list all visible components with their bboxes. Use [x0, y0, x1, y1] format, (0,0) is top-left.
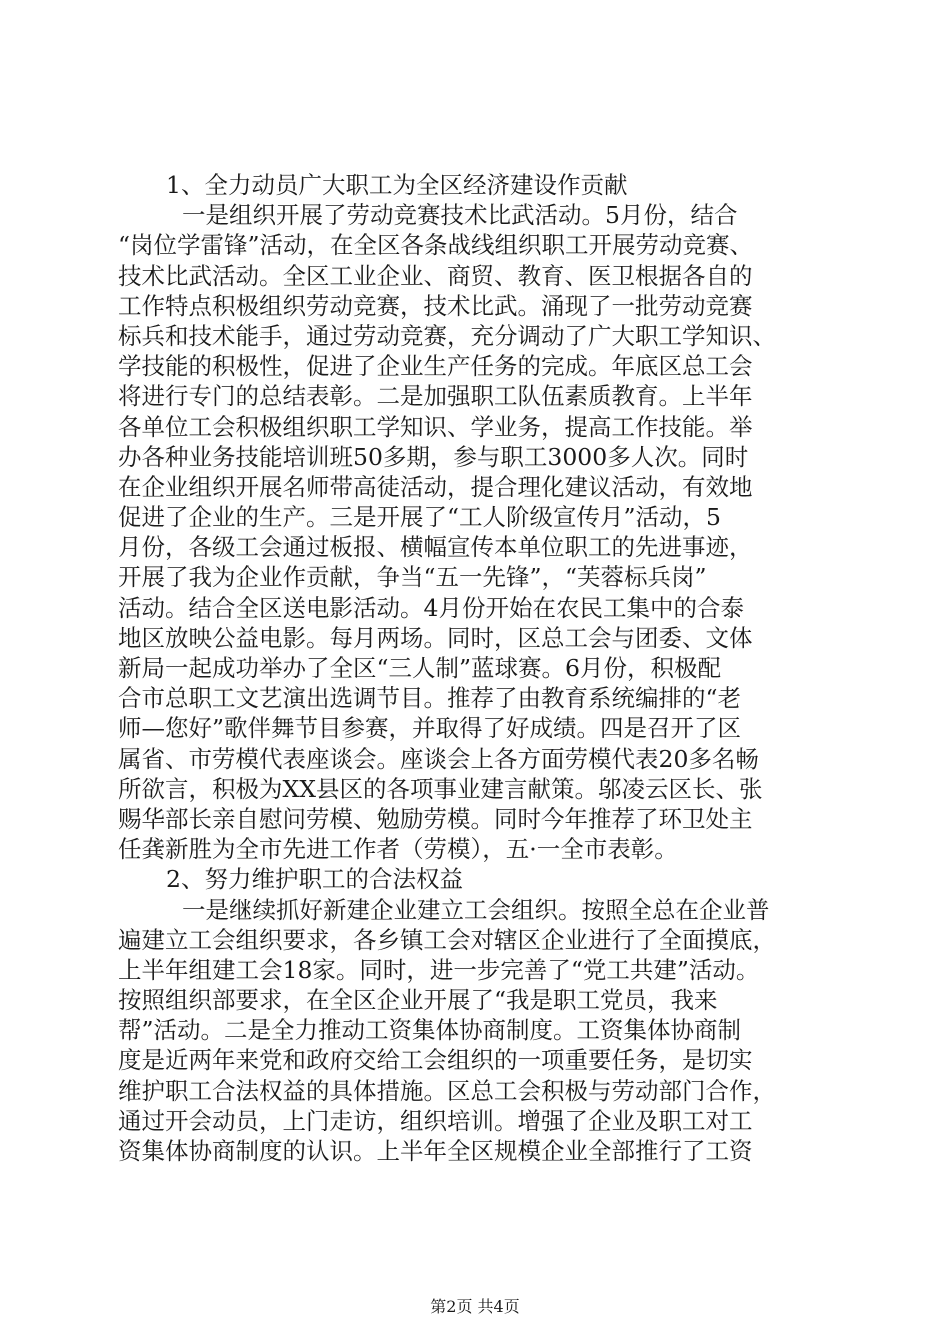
text-line: 将进行专门的总结表彰。二是加强职工队伍素质教育。上半年	[118, 382, 753, 411]
text-line: 各单位工会积极组织职工学知识、学业务，提高工作技能。举	[118, 412, 753, 441]
text-line: 遍建立工会组织要求，各乡镇工会对辖区企业进行了全面摸底，	[118, 925, 776, 954]
text-line: 按照组织部要求，在全区企业开展了“我是职工党员，我来	[118, 986, 718, 1015]
text-line: 所欲言，积极为XX县区的各项事业建言献策。邬凌云区长、张	[118, 774, 763, 803]
text-line: 属省、市劳模代表座谈会。座谈会上各方面劳模代表20多名畅	[118, 744, 759, 773]
text-line: 在企业组织开展名师带高徒活动，提合理化建议活动，有效地	[118, 472, 753, 501]
text-line: 一是继续抓好新建企业建立工会组织。按照全总在企业普	[182, 895, 770, 924]
text-line: 通过开会动员，上门走访，组织培训。增强了企业及职工对工	[118, 1106, 753, 1135]
text-line: 工作特点积极组织劳动竞赛，技术比武。涌现了一批劳动竞赛	[118, 291, 753, 320]
document-body	[118, 170, 836, 1166]
text-line: 技术比武活动。全区工业企业、商贸、教育、医卫根据各自的	[118, 261, 753, 290]
text-line: 活动。结合全区送电影活动。4月份开始在农民工集中的合泰	[118, 593, 744, 622]
text-line: 任龚新胜为全市先进工作者（劳模），五·一全市表彰。	[118, 835, 678, 864]
text-line: 学技能的积极性，促进了企业生产任务的完成。年底区总工会	[118, 352, 753, 381]
text-line: 一是组织开展了劳动竞赛技术比武活动。5月份，结合	[182, 201, 738, 230]
section-2-text	[118, 895, 836, 1167]
text-line: 地区放映公益电影。每月两场。同时，区总工会与团委、文体	[118, 623, 753, 652]
section-heading: 1、全力动员广大职工为全区经济建设作贡献	[166, 171, 628, 199]
text-line: 资集体协商制度的认识。上半年全区规模企业全部推行了工资	[118, 1137, 753, 1165]
text-line: 上半年组建工会18家。同时，进一步完善了“党工共建”活动。	[118, 955, 760, 984]
text-line: 新局一起成功举办了全区“三人制”蓝球赛。6月份，积极配	[118, 654, 721, 682]
text-line: 合市总职工文艺演出选调节目。推荐了由教育系统编排的“老	[118, 684, 742, 713]
page-footer: 第2页 共4页	[430, 1297, 520, 1316]
text-line: 标兵和技术能手，通过劳动竞赛，充分调动了广大职工学知识、	[118, 321, 776, 350]
text-line: 帮”活动。二是全力推动工资集体协商制度。工资集体协商制	[118, 1016, 742, 1045]
text-line: 赐华部长亲自慰问劳模、勉励劳模。同时今年推荐了环卫处主	[118, 804, 753, 833]
section-heading: 2、努力维护职工的合法权益	[166, 865, 463, 894]
text-line: 维护职工合法权益的具体措施。区总工会积极与劳动部门合作，	[118, 1076, 776, 1105]
text-line: 开展了我为企业作贡献，争当“五一先锋”，“芙蓉标兵岗”	[118, 563, 707, 592]
text-line: 师—您好”歌伴舞节目参赛，并取得了好成绩。四是召开了区	[118, 714, 742, 743]
text-line: 促进了企业的生产。三是开展了“工人阶级宣传月”活动，5	[118, 503, 721, 532]
text-line: 月份，各级工会通过板报、横幅宣传本单位职工的先进事迹，	[118, 533, 753, 562]
text-line: “岗位学雷锋”活动，在全区各条战线组织职工开展劳动竞赛、	[118, 231, 754, 260]
section-1-text	[118, 200, 836, 864]
text-line: 办各种业务技能培训班50多期，参与职工3000多人次。同时	[118, 442, 749, 471]
text-line: 度是近两年来党和政府交给工会组织的一项重要任务，是切实	[118, 1046, 753, 1075]
